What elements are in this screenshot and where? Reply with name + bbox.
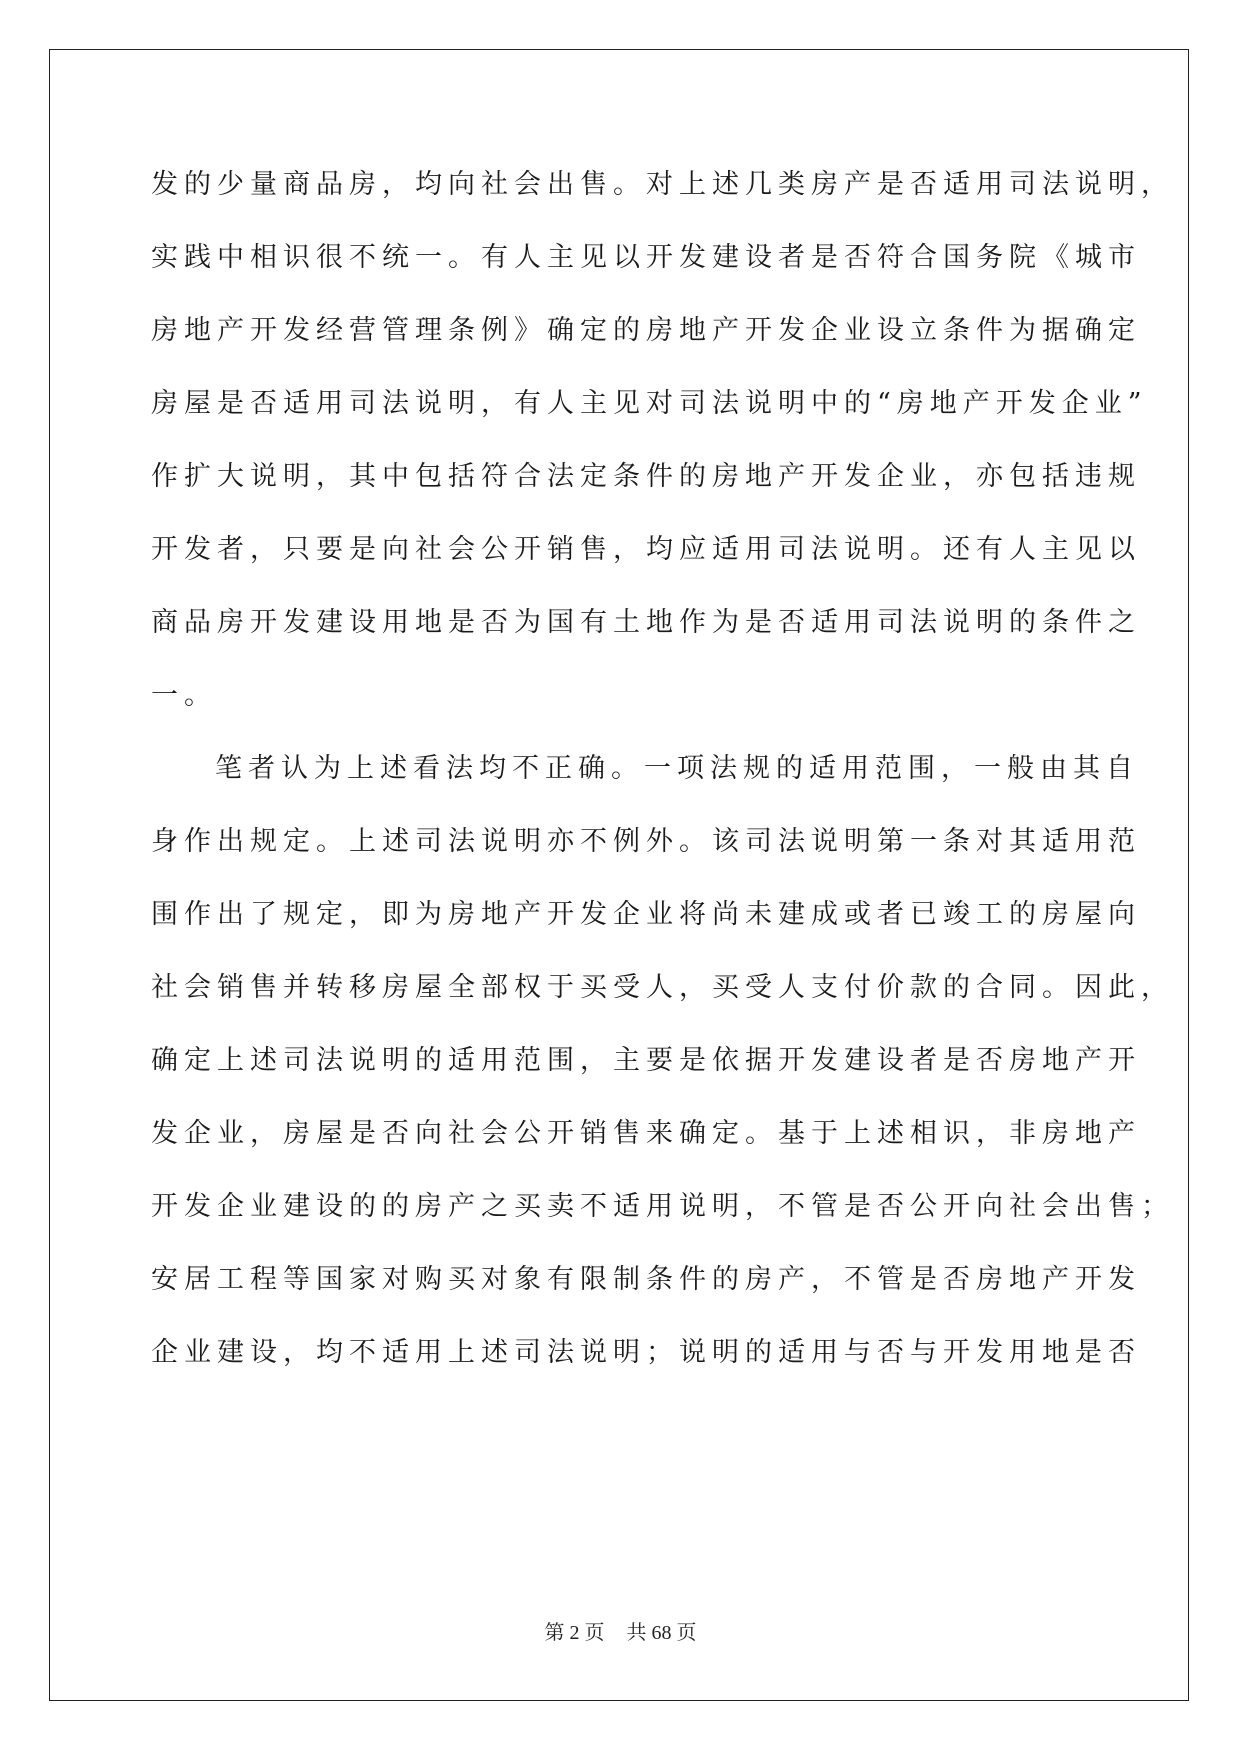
text-line: 房地产开发经营管理条例》确定的房地产开发企业设立条件为据确定 — [151, 315, 1141, 346]
text-line: 身作出规定。上述司法说明亦不例外。该司法说明第一条对其适用范 — [151, 826, 1141, 857]
text-line: 开发者，只要是向社会公开销售，均应适用司法说明。还有人主见以 — [151, 534, 1141, 565]
text-line: 发企业，房屋是否向社会公开销售来确定。基于上述相识，非房地产 — [151, 1118, 1141, 1149]
text-line: 作扩大说明，其中包括符合法定条件的房地产开发企业，亦包括违规 — [151, 461, 1141, 492]
text-line: 社会销售并转移房屋全部权于买受人，买受人支付价款的合同。因此， — [151, 972, 1174, 1003]
page-total: 共 68 页 — [626, 1622, 697, 1644]
page-footer — [0, 1616, 1241, 1645]
text-line: 发的少量商品房，均向社会出售。对上述几类房产是否适用司法说明， — [151, 169, 1174, 200]
page-number: 第 2 页 — [544, 1622, 605, 1644]
paragraph-first-line: 笔者认为上述看法均不正确。一项法规的适用范围，一般由其自 — [215, 753, 1139, 784]
text-line: 实践中相识很不统一。有人主见以开发建设者是否符合国务院《城市 — [151, 242, 1141, 273]
text-line: 确定上述司法说明的适用范围，主要是依据开发建设者是否房地产开 — [151, 1045, 1141, 1076]
text-line: 房屋是否适用司法说明，有人主见对司法说明中的“房地产开发企业” — [151, 388, 1148, 419]
text-line: 一。 — [151, 680, 217, 711]
text-line: 围作出了规定，即为房地产开发企业将尚未建成或者已竣工的房屋向 — [151, 899, 1141, 930]
text-line: 企业建设，均不适用上述司法说明；说明的适用与否与开发用地是否 — [151, 1337, 1141, 1368]
document-body — [151, 148, 1174, 1389]
text-line: 安居工程等国家对购买对象有限制条件的房产，不管是否房地产开发 — [151, 1264, 1141, 1295]
text-line: 开发企业建设的的房产之买卖不适用说明，不管是否公开向社会出售； — [151, 1191, 1174, 1222]
text-line: 商品房开发建设用地是否为国有土地作为是否适用司法说明的条件之 — [151, 607, 1141, 638]
